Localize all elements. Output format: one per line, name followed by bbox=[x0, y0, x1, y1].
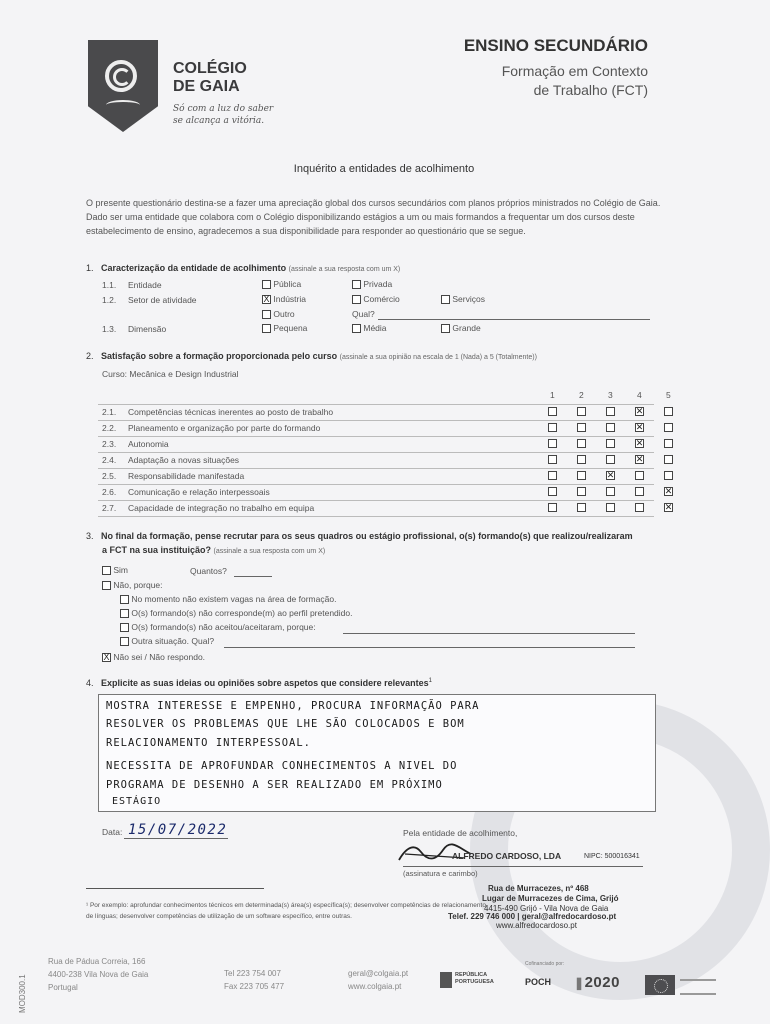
reason-3-field[interactable] bbox=[343, 632, 635, 634]
reason-nao-aceitou[interactable]: O(s) formando(s) não aceitou/aceitaram, porque: bbox=[120, 622, 316, 632]
rating-row-divider bbox=[98, 499, 654, 501]
section-3-title: 3. No final da formação, pense recrutar para os seus quadros ou estágio profissional, o(s) formando(s) que realizou/realizaram bbox=[86, 531, 633, 541]
checkbox-grande[interactable] bbox=[441, 324, 450, 333]
school-logo bbox=[88, 40, 158, 132]
portugal-2020-logo: ❚2020 bbox=[574, 974, 620, 991]
stamp-nif: NIPC: 500016341 bbox=[584, 853, 640, 860]
checkbox-industria[interactable]: X bbox=[263, 294, 270, 305]
rating-row-divider bbox=[98, 403, 654, 405]
intro-paragraph: O presente questionário destina-se a fazer uma apreciação global dos cursos secundários com planos próprios ministrados no Colégio de Gaia. Dado ser uma entidade que colabora com o Colégio disponibilizando estágios a um ou mais formandos a frequentar um dos cursos deste estabelecimento de ensino, agradecemos a sua disponibilidade para responder ao questionário que se segue. bbox=[86, 198, 661, 236]
reason-outra[interactable]: Outra situação. Qual? bbox=[120, 636, 214, 646]
rating-checkbox-5[interactable] bbox=[664, 455, 673, 464]
quantos-label: Quantos? bbox=[190, 566, 227, 576]
checkbox-pequena[interactable] bbox=[262, 324, 271, 333]
checkbox-comercio[interactable] bbox=[352, 295, 361, 304]
rating-checkbox-4[interactable]: ✕ bbox=[635, 406, 644, 416]
answer-line-2: RESOLVER OS PROBLEMAS QUE LHE SÃO COLOCADOS E BOM bbox=[106, 718, 465, 730]
section-3-title-line2: a FCT na sua instituição? (assinale a sua resposta com um X) bbox=[102, 545, 326, 555]
footnote-line-1: ¹ Por exemplo: aprofundar conhecimentos técnicos em determinada(s) área(s) específica(s); desenvolver competências de relacionamento bbox=[86, 902, 486, 909]
rating-row-label: Planeamento e organização por parte do formando bbox=[128, 423, 321, 433]
rating-row-divider bbox=[98, 419, 654, 421]
q1-1-label: Entidade bbox=[128, 280, 162, 290]
rating-checkbox-4[interactable] bbox=[635, 487, 644, 496]
checkbox-reason-3[interactable] bbox=[120, 623, 129, 632]
doc-title: ENSINO SECUNDÁRIO bbox=[463, 36, 648, 55]
footer-address: Rua de Pádua Correia, 166 4400-238 Vila Nova de Gaia Portugal bbox=[48, 957, 149, 992]
course-label: Curso: Mecânica e Design Industrial bbox=[102, 369, 239, 379]
rating-row-num: 2.2. bbox=[102, 423, 117, 433]
stamp-address-2: Lugar de Murracezes de Cima, Grijó bbox=[482, 894, 619, 903]
cofinanced-label: Cofinanciado por: bbox=[525, 961, 565, 967]
answer-line-5: PROGRAMA DE DESENHO A SER REALIZADO EM PRÓXIMO bbox=[106, 779, 443, 791]
rating-row-num: 2.4. bbox=[102, 455, 117, 465]
rating-checkbox-2[interactable] bbox=[577, 503, 586, 512]
rating-checkbox-2[interactable] bbox=[577, 423, 586, 432]
signature-caption: (assinatura e carimbo) bbox=[403, 869, 478, 878]
section-1-title: 1. Caracterização da entidade de acolhimento (assinale a sua resposta com um X) bbox=[86, 263, 401, 273]
rating-row-num: 2.1. bbox=[102, 407, 117, 417]
rating-checkbox-4[interactable] bbox=[635, 471, 644, 480]
date-label: Data: bbox=[102, 827, 123, 837]
answer-line-3: RELACIONAMENTO INTERPESSOAL. bbox=[106, 737, 312, 749]
signature-by: Pela entidade de acolhimento, bbox=[403, 828, 518, 838]
option-privada[interactable]: Privada bbox=[352, 279, 392, 289]
doc-subtitle-line2: de Trabalho (FCT) bbox=[533, 82, 648, 98]
eu-flag-icon bbox=[645, 975, 675, 995]
rating-checkbox-1[interactable] bbox=[548, 471, 557, 480]
rating-checkbox-5[interactable] bbox=[664, 423, 673, 432]
option-nao[interactable]: Não, porque: bbox=[102, 580, 163, 590]
option-pequena[interactable]: Pequena bbox=[262, 323, 307, 333]
rating-checkbox-4[interactable]: ✕ bbox=[635, 454, 644, 464]
rating-checkbox-3[interactable] bbox=[606, 423, 615, 432]
rating-row-divider bbox=[98, 515, 654, 517]
republica-emblem-icon bbox=[440, 972, 452, 988]
rating-checkbox-4[interactable] bbox=[635, 503, 644, 512]
rating-checkbox-1[interactable] bbox=[548, 407, 557, 416]
rating-checkbox-5[interactable]: ✕ bbox=[664, 486, 673, 496]
rating-checkbox-2[interactable] bbox=[577, 487, 586, 496]
q1-2-num: 1.2. bbox=[102, 295, 117, 305]
rating-row-label: Adaptação a novas situações bbox=[128, 455, 240, 465]
section-4-title: 4. Explicite as suas ideias ou opiniões sobre aspetos que considere relevantes$^1$ bbox=[86, 678, 433, 688]
date-value[interactable]: 15/07/2022 bbox=[128, 822, 228, 838]
rating-checkbox-1[interactable] bbox=[548, 487, 557, 496]
school-motto bbox=[173, 103, 273, 127]
q1-1-num: 1.1. bbox=[102, 280, 117, 290]
doc-code: MOD300.1 bbox=[18, 974, 27, 1013]
republica-portuguesa-logo: REPÚBLICA PORTUGUESA bbox=[455, 972, 494, 985]
rating-checkbox-5[interactable] bbox=[664, 407, 673, 416]
checkbox-nao[interactable] bbox=[102, 581, 111, 590]
rating-checkbox-4[interactable]: ✕ bbox=[635, 438, 644, 448]
rating-row-num: 2.6. bbox=[102, 487, 117, 497]
option-media[interactable]: Média bbox=[352, 323, 387, 333]
stamp-web: www.alfredocardoso.pt bbox=[496, 921, 577, 930]
footnote-rule bbox=[86, 888, 264, 889]
survey-title: Inquérito a entidades de acolhimento bbox=[293, 163, 475, 175]
checkbox-privada[interactable] bbox=[352, 280, 361, 289]
rating-checkbox-5[interactable] bbox=[664, 439, 673, 448]
rating-checkbox-2[interactable] bbox=[577, 455, 586, 464]
rating-row-label: Competências técnicas inerentes ao posto de trabalho bbox=[128, 407, 334, 417]
date-underline bbox=[124, 837, 228, 839]
rating-row-label: Autonomia bbox=[128, 439, 169, 449]
answer-line-4: NECESSITA DE APROFUNDAR CONHECIMENTOS A NIVEL DO bbox=[106, 760, 458, 772]
motto-line2: se alcança a vitória. bbox=[173, 116, 265, 126]
q1-3-num: 1.3. bbox=[102, 324, 117, 334]
option-outro[interactable]: Outro bbox=[262, 309, 295, 319]
reason-no-vagas[interactable]: No momento não existem vagas na área de formação. bbox=[120, 594, 336, 604]
scale-label-5: 5 bbox=[666, 390, 671, 400]
checkbox-publica[interactable] bbox=[262, 280, 271, 289]
checkbox-servicos[interactable] bbox=[441, 295, 450, 304]
checkbox-sim[interactable] bbox=[102, 566, 111, 575]
option-comercio[interactable]: Comércio bbox=[352, 294, 400, 304]
rating-checkbox-3[interactable] bbox=[606, 503, 615, 512]
stamp-contacts: Telef. 229 746 000 | geral@alfredocardoso.pt bbox=[448, 912, 617, 921]
quantos-field[interactable] bbox=[234, 575, 272, 577]
section-2-title: 2. Satisfação sobre a formação proporcionada pelo curso (assinale a sua opinião na escala de 1 (Nada) a 5 (Totalmente)) bbox=[86, 351, 537, 361]
q1-2-label: Setor de atividade bbox=[128, 295, 197, 305]
rating-checkbox-2[interactable] bbox=[577, 407, 586, 416]
rating-checkbox-2[interactable] bbox=[577, 471, 586, 480]
rating-checkbox-5[interactable] bbox=[664, 471, 673, 480]
option-industria[interactable]: X Indústria bbox=[263, 294, 306, 305]
reason-perfil[interactable]: O(s) formando(s) não corresponde(m) ao perfil pretendido. bbox=[120, 608, 352, 618]
checkbox-nao-sei[interactable]: X bbox=[103, 652, 110, 663]
option-grande[interactable]: Grande bbox=[441, 323, 481, 333]
checkbox-reason-2[interactable] bbox=[120, 609, 129, 618]
rating-row-divider bbox=[98, 483, 654, 485]
rating-row-label: Comunicação e relação interpessoais bbox=[128, 487, 270, 497]
option-sim[interactable]: Sim bbox=[102, 565, 128, 575]
answer-line-6: ESTÁGIO bbox=[112, 796, 162, 807]
rating-checkbox-3[interactable] bbox=[606, 455, 615, 464]
footer-phone: Tel 223 754 007 Fax 223 705 477 bbox=[224, 969, 285, 991]
checkbox-outro[interactable] bbox=[262, 310, 271, 319]
rating-checkbox-1[interactable] bbox=[548, 423, 557, 432]
rating-checkbox-5[interactable]: ✕ bbox=[664, 502, 673, 512]
footnote-line-2: de línguas; desenvolver competências de utilização de um software específico, entre outras. bbox=[86, 913, 352, 920]
option-publica[interactable]: Pública bbox=[262, 279, 301, 289]
rating-row-num: 2.3. bbox=[102, 439, 117, 449]
school-name-line2: DE GAIA bbox=[173, 78, 240, 95]
doc-subtitle-line1: Formação em Contexto bbox=[501, 63, 648, 79]
doc-subtitle bbox=[502, 62, 648, 100]
rating-checkbox-4[interactable]: ✕ bbox=[635, 422, 644, 432]
scale-label-1: 1 bbox=[550, 390, 555, 400]
rating-checkbox-1[interactable] bbox=[548, 439, 557, 448]
checkbox-reason-4[interactable] bbox=[120, 637, 129, 646]
rating-row-label: Capacidade de integração no trabalho em equipa bbox=[128, 503, 315, 513]
stamp-address-1: Rua de Murracezes, nº 468 bbox=[488, 884, 589, 893]
rating-row-divider bbox=[98, 451, 654, 453]
rating-checkbox-3[interactable] bbox=[606, 407, 615, 416]
option-servicos[interactable]: Serviços bbox=[441, 294, 485, 304]
rating-checkbox-3[interactable] bbox=[606, 439, 615, 448]
poch-logo: POCH bbox=[525, 977, 552, 987]
signature-line bbox=[403, 865, 643, 867]
rating-row-num: 2.5. bbox=[102, 471, 117, 481]
scale-label-4: 4 bbox=[637, 390, 642, 400]
rating-checkbox-1[interactable] bbox=[548, 503, 557, 512]
school-name bbox=[173, 60, 247, 96]
eu-fund-label-icon bbox=[680, 979, 716, 995]
rating-row-label: Responsabilidade manifestada bbox=[128, 471, 245, 481]
rating-row-divider bbox=[98, 435, 654, 437]
rating-checkbox-3[interactable]: ✕ bbox=[606, 470, 615, 480]
scale-label-2: 2 bbox=[579, 390, 584, 400]
school-name-line1: COLÉGIO bbox=[173, 60, 247, 77]
stamp-company: ALFREDO CARDOSO, LDA bbox=[452, 851, 562, 861]
rating-checkbox-3[interactable] bbox=[606, 487, 615, 496]
motto-line1: Só com a luz do saber bbox=[173, 104, 274, 114]
answer-line-1: MOSTRA INTERESSE E EMPENHO, PROCURA INFORMAÇÃO PARA bbox=[106, 700, 480, 712]
rating-row-divider bbox=[98, 467, 654, 469]
q1-3-label: Dimensão bbox=[128, 324, 167, 334]
rating-checkbox-1[interactable] bbox=[548, 455, 557, 464]
outro-qual-field[interactable] bbox=[378, 318, 650, 320]
checkbox-media[interactable] bbox=[352, 324, 361, 333]
stamp-address-3: 4415-490 Grijó - Vila Nova de Gaia bbox=[484, 904, 609, 913]
option-nao-sei[interactable]: X Não sei / Não respondo. bbox=[103, 652, 206, 663]
footer-web: geral@colgaia.pt www.colgaia.pt bbox=[348, 969, 409, 991]
rating-checkbox-2[interactable] bbox=[577, 439, 586, 448]
scale-label-3: 3 bbox=[608, 390, 613, 400]
outro-qual-label: Qual? bbox=[352, 309, 375, 319]
rating-row-num: 2.7. bbox=[102, 503, 117, 513]
reason-4-field[interactable] bbox=[224, 646, 635, 648]
checkbox-reason-1[interactable] bbox=[120, 595, 129, 604]
